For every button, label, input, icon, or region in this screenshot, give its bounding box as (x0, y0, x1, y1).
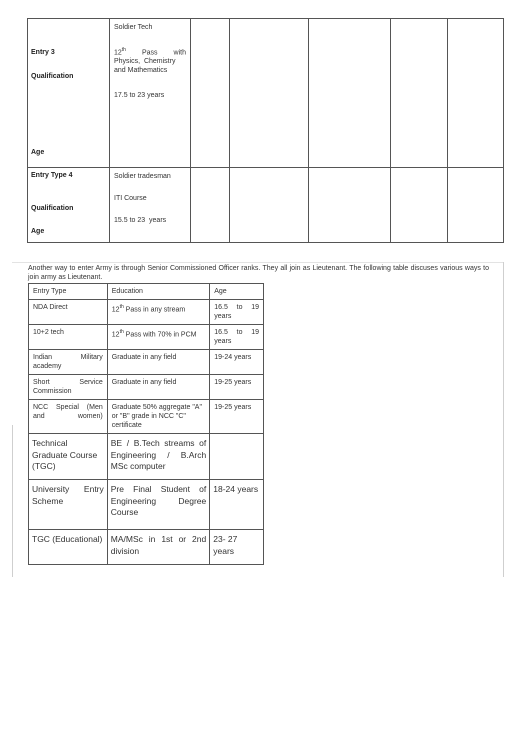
row-entry: NDA Direct (29, 300, 108, 325)
page-edge-left (12, 425, 13, 577)
table-row (29, 300, 264, 325)
table-row (29, 375, 264, 400)
row-education: Graduate in any field (107, 375, 209, 400)
row-age: 19-25 years (210, 375, 264, 400)
entry4-qualification: ITI Course (114, 195, 147, 202)
table-row (29, 434, 264, 480)
row-entry: Technical Graduate Course (TGC) (29, 434, 108, 480)
row-education: 12th Pass with 70% in PCM (107, 325, 209, 350)
row-age: 23- 27 years (210, 530, 264, 565)
entry4-qualification-label: Qualification (31, 205, 74, 212)
row-age (210, 434, 264, 480)
row-entry: Indian Military academy (29, 350, 108, 375)
row-entry: NCC Special (Men and women) (29, 400, 108, 434)
row-education: Graduate in any field (107, 350, 209, 375)
table-row (29, 350, 264, 375)
entry3-age: 17.5 to 23 years (114, 92, 165, 99)
row-education: MA/MSc in 1st or 2nd division (107, 530, 209, 565)
entry3-qualification-label: Qualification (31, 73, 74, 80)
page-edge-right (503, 262, 504, 577)
table-header-row (29, 284, 264, 300)
row-education: BE / B.Tech streams of Engineering / B.Arch MSc computer (107, 434, 209, 480)
officer-entry-table (28, 283, 264, 565)
row-entry: 10+2 tech (29, 325, 108, 350)
intro-paragraph: Another way to enter Army is through Senior Commissioned Officer ranks. They all join as Lieutenant. The following table discuses various ways to join army as Lieutenant. (28, 265, 489, 281)
column-header-entry-type: Entry Type (29, 284, 108, 300)
row-age: 19-24 years (210, 350, 264, 375)
entry4-label: Entry Type 4 (31, 172, 73, 179)
entry3-name: Soldier Tech (114, 24, 153, 31)
entry4-age: 15.5 to 23 years (114, 217, 167, 224)
table-row (29, 325, 264, 350)
entry4-name: Soldier tradesman (114, 173, 171, 180)
page-edge-top (12, 262, 503, 263)
row-entry: University Entry Scheme (29, 480, 108, 530)
column-header-age: Age (210, 284, 264, 300)
row-age: 18-24 years (210, 480, 264, 530)
row-age: 16.5 to 19 years (210, 300, 264, 325)
row-education: 12th Pass in any stream (107, 300, 209, 325)
table-row (29, 480, 264, 530)
entry4-age-label: Age (31, 228, 45, 235)
column-header-education: Education (107, 284, 209, 300)
row-age: 16.5 to 19 years (210, 325, 264, 350)
entry3-age-label: Age (31, 149, 45, 156)
entry3-qualification: 12th Pass with Physics, Chemistry and Mathematics (114, 47, 186, 75)
table-row (29, 400, 264, 434)
table-row (29, 530, 264, 565)
row-education: Pre Final Student of Engineering Degree Course (107, 480, 209, 530)
row-entry: Short Service Commission (29, 375, 108, 400)
row-age: 19-25 years (210, 400, 264, 434)
row-entry: TGC (Educational) (29, 530, 108, 565)
row-education: Graduate 50% aggregate "A" or "B" grade in NCC "C" certificate (107, 400, 209, 434)
entry3-label: Entry 3 (31, 49, 55, 56)
